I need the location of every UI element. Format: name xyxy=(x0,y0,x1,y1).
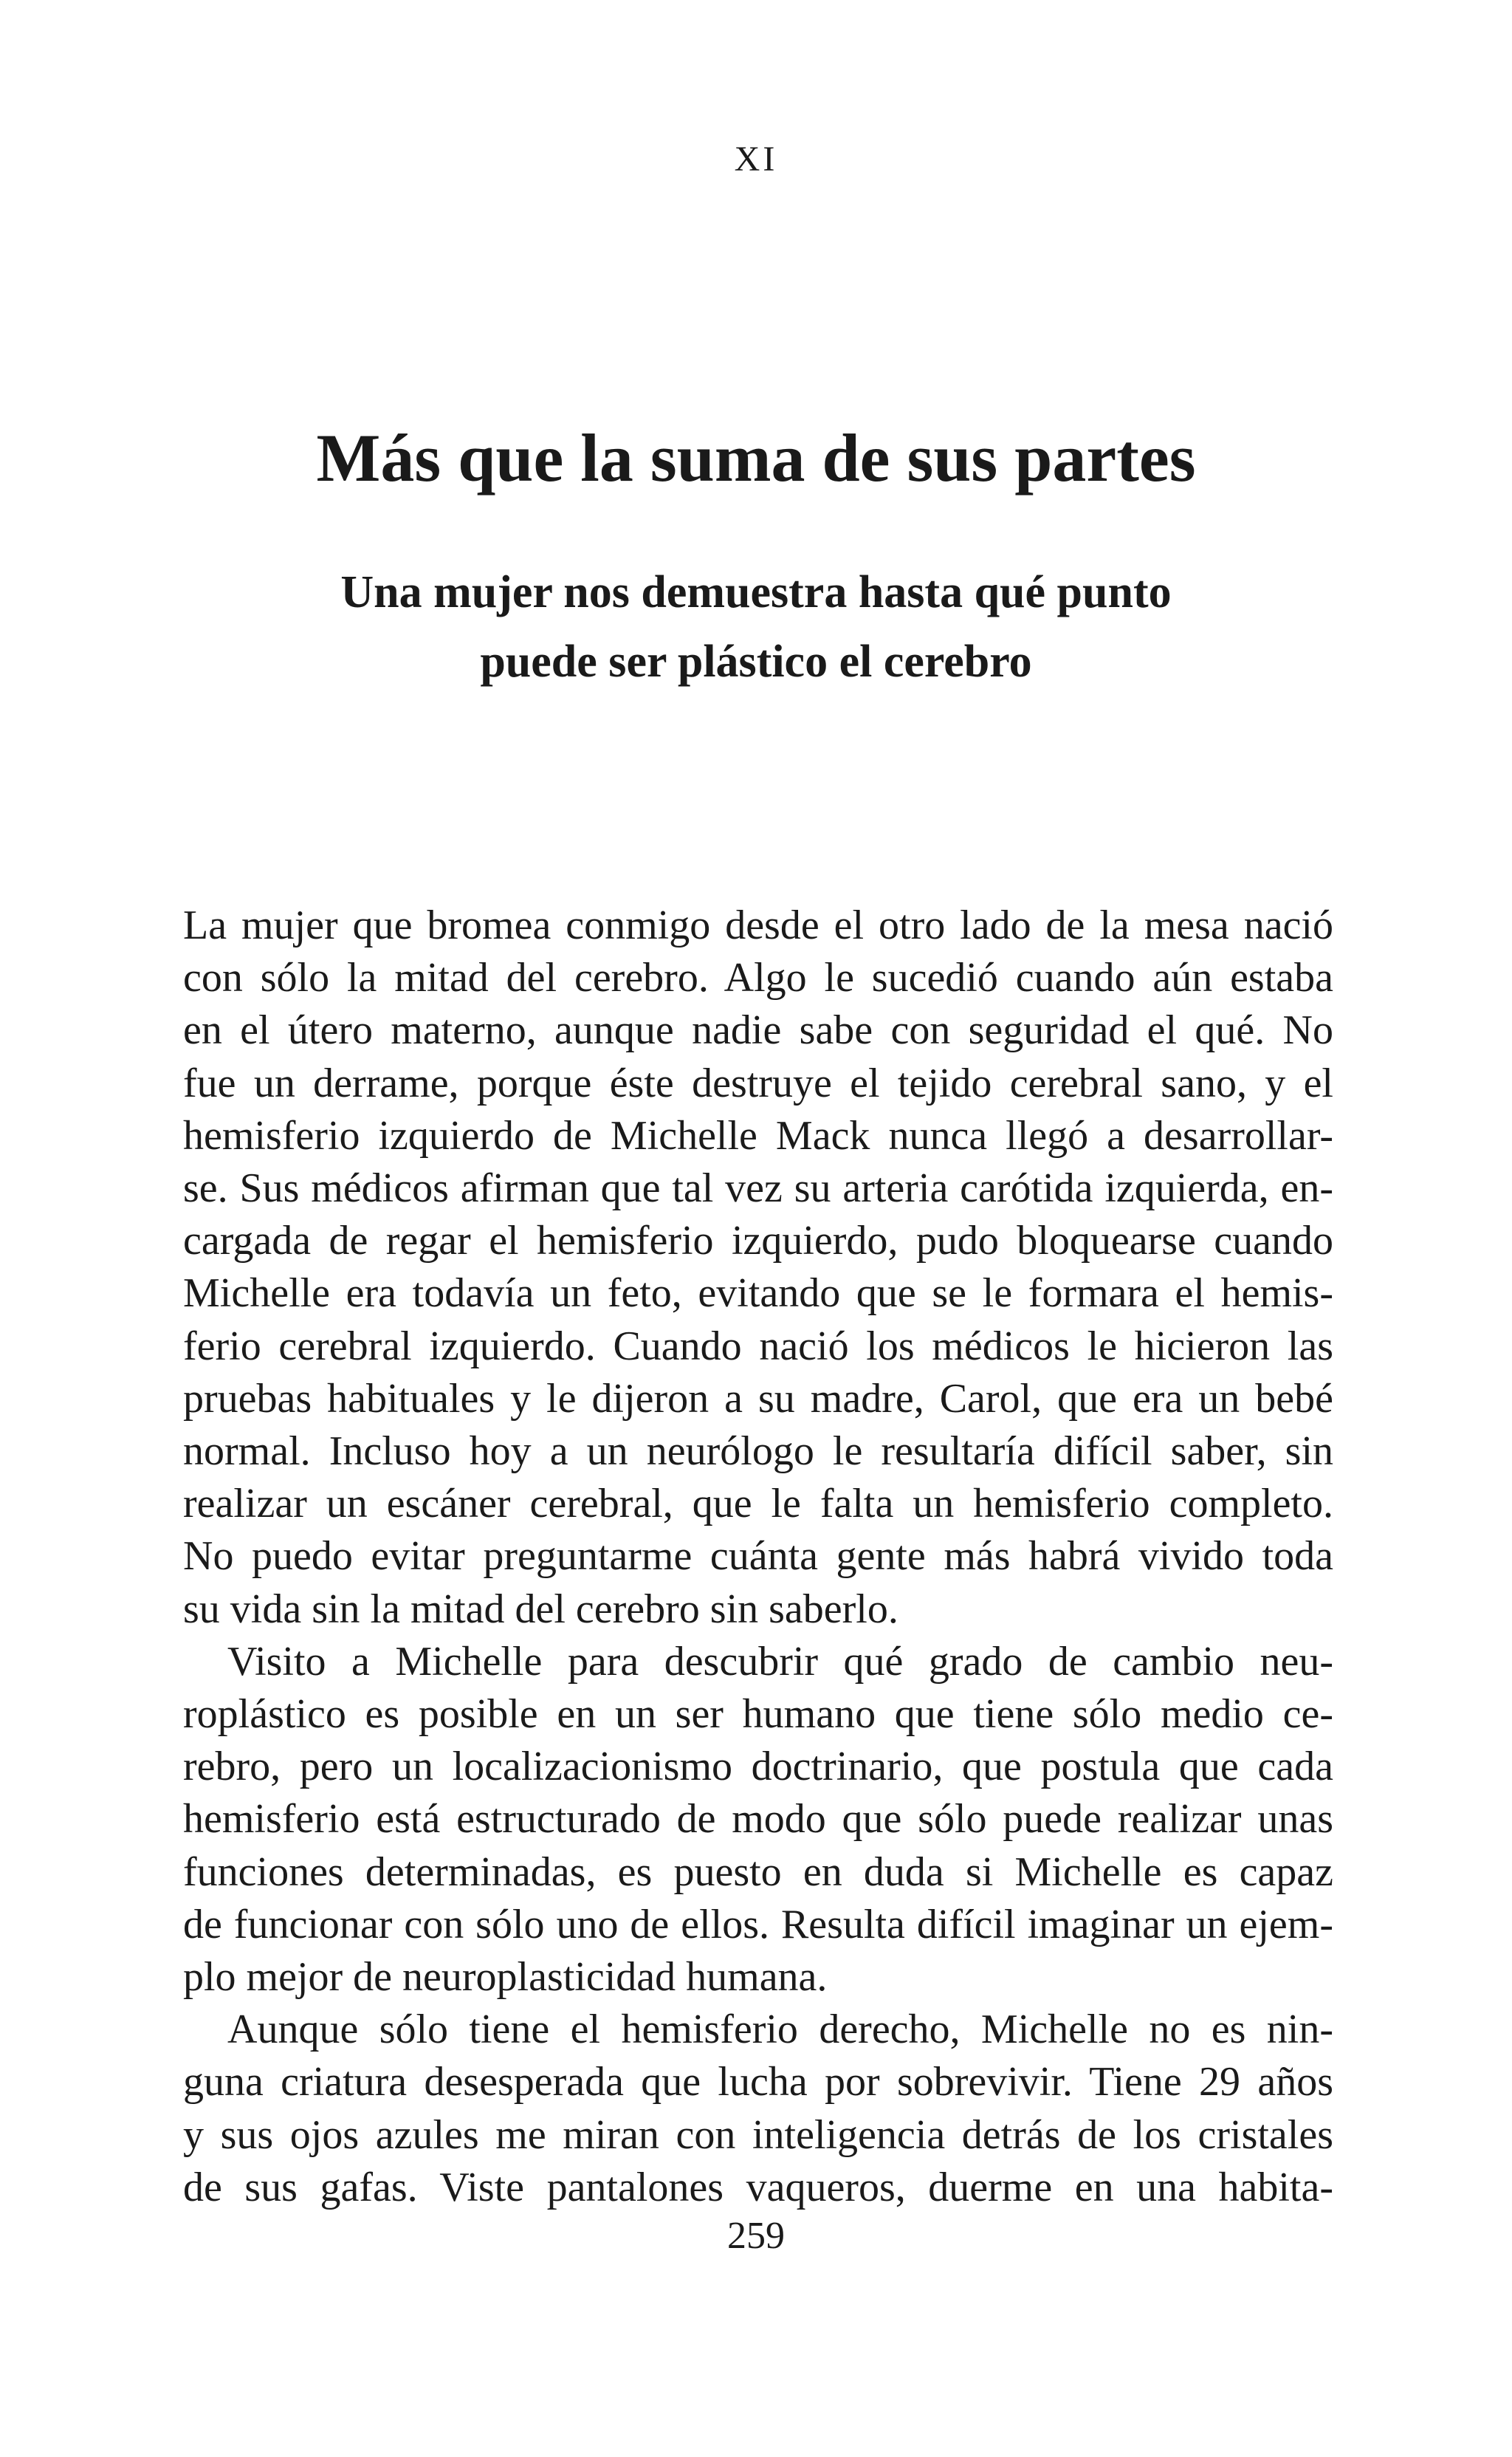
page-number: 259 xyxy=(727,2215,785,2257)
body-line: ferio cerebral izquierdo. Cuando nació los médicos le hicieron las xyxy=(183,1323,1333,1369)
body-line: guna criatura desesperada que lucha por sobrevivir. Tiene 29 años xyxy=(183,2059,1333,2105)
body-text xyxy=(183,899,1333,2214)
body-line: de sus gafas. Viste pantalones vaqueros, duerme en una habita- xyxy=(183,2164,1333,2210)
body-line: fue un derrame, porque éste destruye el tejido cerebral sano, y el xyxy=(183,1060,1333,1106)
body-line: Aunque sólo tiene el hemisferio derecho, Michelle no es nin- xyxy=(227,2007,1333,2053)
body-line: hemisferio está estructurado de modo que sólo puede realizar unas xyxy=(183,1796,1333,1843)
body-line: roplástico es posible en un ser humano que tiene sólo medio ce- xyxy=(183,1691,1333,1738)
body-line: su vida sin la mitad del cerebro sin saberlo. xyxy=(183,1586,898,1632)
chapter-number: XI xyxy=(734,140,778,179)
body-line: pruebas habituales y le dijeron a su madre, Carol, que era un bebé xyxy=(183,1375,1333,1422)
chapter-subtitle xyxy=(236,558,1276,696)
subtitle-line: puede ser plástico el cerebro xyxy=(480,637,1032,687)
body-line: realizar un escáner cerebral, que le falta un hemisferio completo. xyxy=(183,1481,1333,1527)
body-line: plo mejor de neuroplasticidad humana. xyxy=(183,1954,828,2001)
body-line: y sus ojos azules me miran con inteligencia detrás de los cristales xyxy=(183,2111,1333,2158)
body-line: en el útero materno, aunque nadie sabe con seguridad el qué. No xyxy=(183,1007,1333,1054)
body-line: Visito a Michelle para descubrir qué grado de cambio neu- xyxy=(227,1638,1333,1685)
body-line: funciones determinadas, es puesto en duda si Michelle es capaz xyxy=(183,1848,1333,1895)
body-line: se. Sus médicos afirman que tal vez su arteria carótida izquierda, en- xyxy=(183,1165,1333,1212)
body-line: hemisferio izquierdo de Michelle Mack nunca llegó a desarrollar- xyxy=(183,1112,1333,1159)
body-line: de funcionar con sólo uno de ellos. Resulta difícil imaginar un ejem- xyxy=(183,1901,1333,1947)
body-line: con sólo la mitad del cerebro. Algo le sucedió cuando aún estaba xyxy=(183,955,1333,1001)
body-line: Michelle era todavía un feto, evitando que se le formara el hemis- xyxy=(183,1270,1333,1317)
body-line: cargada de regar el hemisferio izquierdo, pudo bloquearse cuando xyxy=(183,1218,1333,1264)
subtitle-line: Una mujer nos demuestra hasta qué punto xyxy=(340,567,1172,617)
chapter-title: Más que la suma de sus partes xyxy=(316,420,1196,496)
body-line: No puedo evitar preguntarme cuánta gente más habrá vivido toda xyxy=(183,1533,1333,1580)
body-line: La mujer que bromea conmigo desde el otro lado de la mesa nació xyxy=(183,902,1333,948)
body-line: rebro, pero un localizacionismo doctrinario, que postula que cada xyxy=(183,1744,1333,1790)
body-line: normal. Incluso hoy a un neurólogo le resultaría difícil saber, sin xyxy=(183,1428,1333,1475)
